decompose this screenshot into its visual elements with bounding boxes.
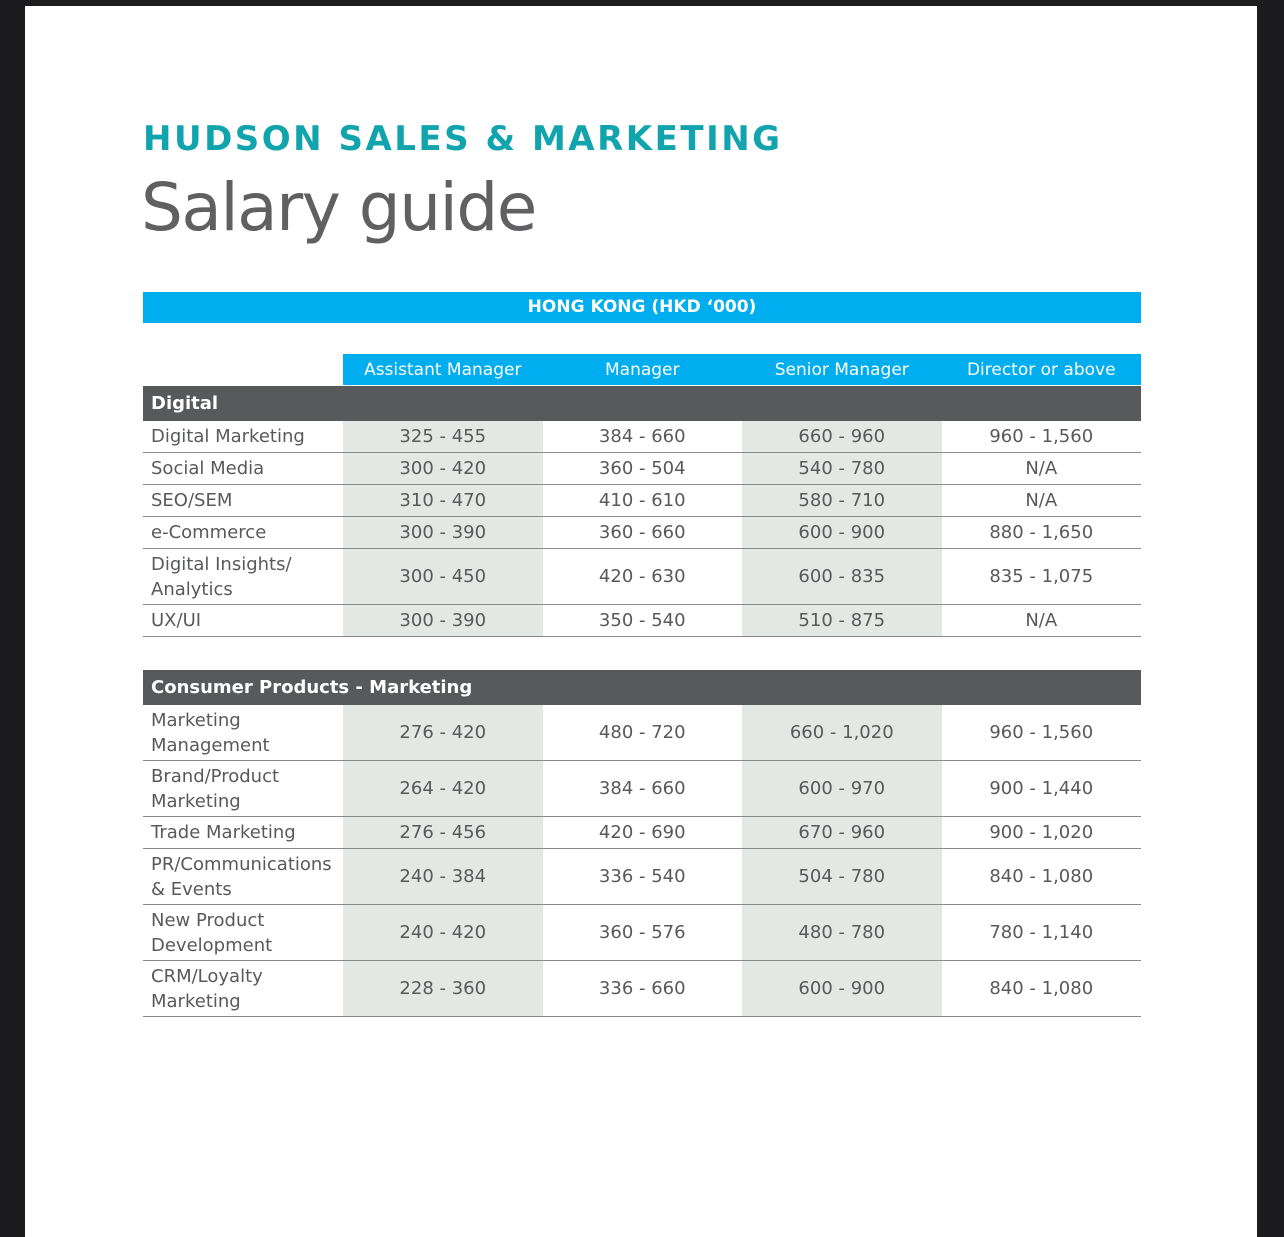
role-cell: Marketing Management: [143, 705, 343, 761]
salary-cell: 660 - 960: [742, 421, 942, 453]
salary-cell: 504 - 780: [742, 849, 942, 905]
salary-cell: 580 - 710: [742, 485, 942, 517]
section-spacer: [143, 637, 1141, 670]
salary-cell: 600 - 900: [742, 517, 942, 549]
role-column-header: [143, 354, 343, 386]
section-header-row: [143, 386, 1141, 422]
table-row: [143, 517, 1141, 549]
salary-cell: 325 - 455: [343, 421, 543, 453]
salary-cell: 420 - 630: [543, 549, 743, 605]
table-body: [143, 386, 1141, 1017]
salary-cell: 960 - 1,560: [942, 421, 1142, 453]
salary-cell: 336 - 540: [543, 849, 743, 905]
salary-cell: 510 - 875: [742, 605, 942, 637]
role-cell: New Product Development: [143, 905, 343, 961]
role-cell: Digital Insights/ Analytics: [143, 549, 343, 605]
salary-cell: 660 - 1,020: [742, 705, 942, 761]
salary-cell: 384 - 660: [543, 421, 743, 453]
table-row: [143, 961, 1141, 1017]
salary-cell: 300 - 390: [343, 517, 543, 549]
table-row: [143, 817, 1141, 849]
salary-cell: 264 - 420: [343, 761, 543, 817]
spacer-cell: [143, 637, 1141, 670]
salary-cell: N/A: [942, 485, 1142, 517]
role-cell: PR/Communications & Events: [143, 849, 343, 905]
table-row: [143, 905, 1141, 961]
salary-cell: 228 - 360: [343, 961, 543, 1017]
salary-cell: 384 - 660: [543, 761, 743, 817]
salary-cell: 600 - 900: [742, 961, 942, 1017]
role-cell: e-Commerce: [143, 517, 343, 549]
region-banner: HONG KONG (HKD ‘000): [143, 292, 1141, 323]
salary-cell: 840 - 1,080: [942, 961, 1142, 1017]
level-header-row: [143, 354, 1141, 386]
salary-cell: 600 - 835: [742, 549, 942, 605]
salary-cell: 360 - 576: [543, 905, 743, 961]
table-row: [143, 705, 1141, 761]
section-title: Digital: [143, 386, 1141, 422]
salary-cell: 835 - 1,075: [942, 549, 1142, 605]
table-row: [143, 605, 1141, 637]
table-row: [143, 549, 1141, 605]
level-header-manager: Manager: [543, 354, 743, 386]
salary-cell: 480 - 780: [742, 905, 942, 961]
table-row: [143, 761, 1141, 817]
salary-cell: 360 - 660: [543, 517, 743, 549]
page-title: Salary guide: [141, 169, 536, 246]
document-page: [25, 6, 1257, 1237]
level-header-assistant-manager: Assistant Manager: [343, 354, 543, 386]
salary-cell: 276 - 456: [343, 817, 543, 849]
role-cell: Trade Marketing: [143, 817, 343, 849]
table-row: [143, 453, 1141, 485]
salary-cell: 240 - 420: [343, 905, 543, 961]
salary-cell: 360 - 504: [543, 453, 743, 485]
table-row: [143, 849, 1141, 905]
salary-cell: 300 - 420: [343, 453, 543, 485]
salary-cell: 300 - 390: [343, 605, 543, 637]
table-header: [143, 354, 1141, 386]
role-cell: Digital Marketing: [143, 421, 343, 453]
salary-cell: 420 - 690: [543, 817, 743, 849]
section-title: Consumer Products - Marketing: [143, 670, 1141, 706]
role-cell: Brand/Product Marketing: [143, 761, 343, 817]
salary-cell: 780 - 1,140: [942, 905, 1142, 961]
salary-cell: 240 - 384: [343, 849, 543, 905]
salary-table: [143, 354, 1141, 1017]
salary-cell: 600 - 970: [742, 761, 942, 817]
salary-cell: 336 - 660: [543, 961, 743, 1017]
role-cell: Social Media: [143, 453, 343, 485]
role-cell: CRM/Loyalty Marketing: [143, 961, 343, 1017]
salary-cell: N/A: [942, 453, 1142, 485]
section-header-row: [143, 670, 1141, 706]
role-cell: SEO/SEM: [143, 485, 343, 517]
table-row: [143, 485, 1141, 517]
salary-cell: 480 - 720: [543, 705, 743, 761]
level-header-senior-manager: Senior Manager: [742, 354, 942, 386]
salary-cell: 840 - 1,080: [942, 849, 1142, 905]
salary-cell: 276 - 420: [343, 705, 543, 761]
salary-cell: 540 - 780: [742, 453, 942, 485]
level-header-director-or-above: Director or above: [942, 354, 1142, 386]
role-cell: UX/UI: [143, 605, 343, 637]
salary-cell: 300 - 450: [343, 549, 543, 605]
brand-heading: HUDSON SALES & MARKETING: [143, 119, 783, 159]
salary-cell: 670 - 960: [742, 817, 942, 849]
salary-cell: 880 - 1,650: [942, 517, 1142, 549]
salary-cell: 410 - 610: [543, 485, 743, 517]
salary-cell: 960 - 1,560: [942, 705, 1142, 761]
salary-cell: 310 - 470: [343, 485, 543, 517]
table-row: [143, 421, 1141, 453]
salary-cell: 900 - 1,440: [942, 761, 1142, 817]
salary-cell: 350 - 540: [543, 605, 743, 637]
salary-cell: 900 - 1,020: [942, 817, 1142, 849]
salary-cell: N/A: [942, 605, 1142, 637]
